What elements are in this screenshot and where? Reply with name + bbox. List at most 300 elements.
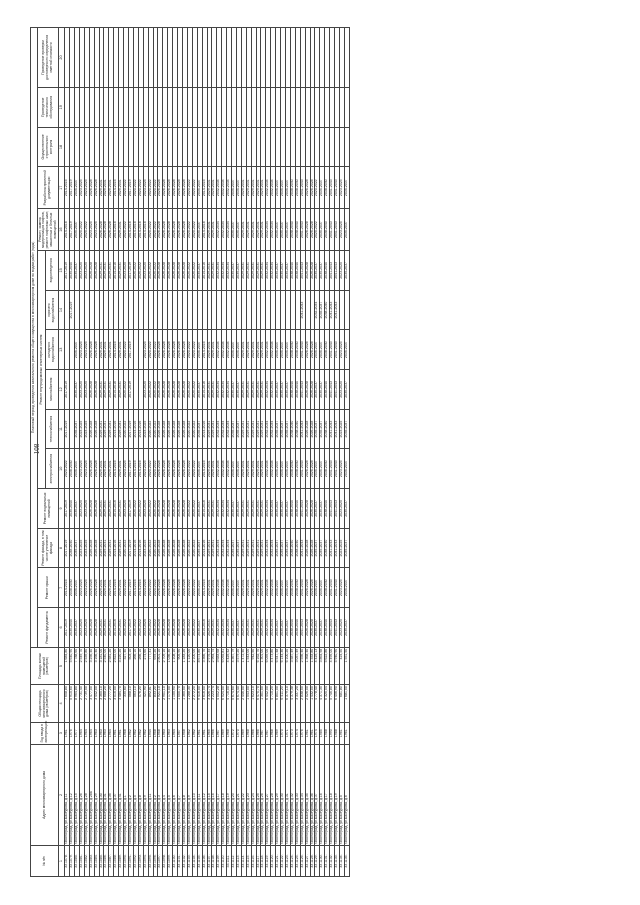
table-cell: 2035-2037 (344, 167, 349, 209)
table-cell: 2020-2022 (148, 449, 153, 489)
table-cell: 33.1135. (344, 846, 349, 877)
table-cell: 2032-2034 (271, 608, 276, 648)
table-cell: 2041-2043 (335, 409, 340, 449)
header-num: № п/п (31, 846, 59, 877)
table-cell: 2020-2022 (138, 167, 143, 209)
table-cell: 2032-2034 (227, 209, 232, 251)
table-cell: 2026-2028 (94, 528, 99, 568)
table-cell: 2035-2037 (197, 251, 202, 291)
table-cell: 2026-2028 (163, 209, 168, 251)
table-cell: 2035-2037 (232, 409, 237, 449)
table-cell: 2020-2022 (187, 251, 192, 291)
table-cell: 2020-2022 (153, 449, 158, 489)
table-cell: 2026-2028 (305, 528, 310, 568)
table-cell: 2035-2037 (236, 528, 241, 568)
table-cell: 2029-2031 (251, 330, 256, 370)
table-cell: 2029-2031 (212, 608, 217, 648)
table-cell: 2035-2037 (281, 528, 286, 568)
table-cell: 2017-2019 (129, 608, 134, 648)
table-cell: 2026-2028 (163, 449, 168, 489)
table-cell: 2020-2022 (192, 209, 197, 251)
table-cell: г.Волгоград, ул.Бахтурова, д.30 (281, 744, 286, 845)
table-cell: г.Волгоград, ул.Бахтурова, д.35 (109, 744, 114, 845)
table-cell: 2020-2022 (153, 370, 158, 410)
table-cell: 1 301,00 (261, 685, 266, 722)
table-cell: 1972 (232, 722, 237, 744)
table-cell: 2029-2031 (119, 409, 124, 449)
table-cell: 3 484,70 (119, 685, 124, 722)
table-cell: 33.1087. (109, 846, 114, 877)
table-cell: 2 556,40 (300, 647, 305, 684)
table-cell: 2041-2043 (330, 449, 335, 489)
table-cell: 2038-2040 (325, 290, 330, 330)
table-cell: 2029-2031 (256, 449, 261, 489)
table-cell: 5 940,90 (335, 647, 340, 684)
table-cell: г.Волгоград, ул.Бахтурова, д.24 (251, 744, 256, 845)
table-cell: 2020-2022 (133, 608, 138, 648)
table-cell: 2035-2037 (197, 568, 202, 608)
table-cell: 33.1132. (330, 846, 335, 877)
table-cell: 2038-2040 (295, 449, 300, 489)
table-cell: 33.1078. (65, 846, 70, 877)
table-cell: 2026-2028 (310, 209, 315, 251)
table-cell: 2035-2037 (320, 608, 325, 648)
table-cell: 2026-2028 (305, 409, 310, 449)
table-cell: 2029-2031 (251, 608, 256, 648)
table-cell: 2029-2031 (99, 330, 104, 370)
table-cell: 2035-2037 (286, 449, 291, 489)
table-cell: 2029-2031 (256, 330, 261, 370)
table-cell: 2041-2043 (330, 290, 335, 330)
table-cell: 1961 (344, 722, 349, 744)
table-cell: 33.1129. (315, 846, 320, 877)
table-cell: 942,50 (251, 647, 256, 684)
table-cell: 33.1084. (94, 846, 99, 877)
table-cell: 2038-2040 (325, 568, 330, 608)
table-cell: 1964 (173, 722, 178, 744)
table-cell: 2029-2031 (119, 489, 124, 529)
table-cell: 1 365,50 (182, 685, 187, 722)
table-cell: 2 964,74 (212, 647, 217, 684)
table-cell: 2017-2019 (129, 568, 134, 608)
table-cell: 2020-2022 (148, 528, 153, 568)
table-cell: 3 477,00 (89, 685, 94, 722)
table-cell: 2026-2028 (163, 568, 168, 608)
table-cell: 2029-2031 (246, 608, 251, 648)
table-cell: 2017-2019 (70, 209, 75, 251)
table-cell: г.Волгоград, ул.Бахтурова, д.35 (305, 744, 310, 845)
table-cell: 2014-2016 (114, 608, 119, 648)
table-cell: 2014-2016 (65, 167, 70, 209)
table-cell: 33.1101. (178, 846, 183, 877)
table-cell: 2038-2040 (295, 209, 300, 251)
table-cell: 2029-2031 (109, 528, 114, 568)
table-cell: г.Волгоград, ул.Бахтурова, д.16 (320, 744, 325, 845)
header-living-area: Площадь жилых помещений (кв.метров) (31, 647, 59, 684)
table-cell: 1964 (79, 722, 84, 744)
capital-repair-schedule-table (30, 27, 350, 877)
table-cell: 2026-2028 (94, 251, 99, 291)
table-cell: 568,10 (129, 685, 134, 722)
table-cell: 2035-2037 (197, 330, 202, 370)
table-cell: 33.1121. (276, 846, 281, 877)
table-cell: 2035-2037 (276, 370, 281, 410)
table-cell: 2029-2031 (261, 251, 266, 291)
table-cell: 2014-2016 (138, 409, 143, 449)
table-cell: г.Волгоград, ул.Бахтурова, д.19 (335, 744, 340, 845)
table-cell: 2029-2031 (109, 409, 114, 449)
column-number: 17 (59, 167, 65, 209)
table-cell: 2035-2037 (75, 409, 80, 449)
table-cell: 2032-2034 (266, 370, 271, 410)
table-cell: 2023-2025 (339, 209, 344, 251)
table-cell: 2029-2031 (241, 489, 246, 529)
table-cell: 2035-2037 (281, 167, 286, 209)
table-cell: 2032-2034 (227, 568, 232, 608)
table-cell: 2035-2037 (276, 167, 281, 209)
table-cell: г.Волгоград, ул.Бахтурова, д.34 (300, 744, 305, 845)
table-cell: 2017-2019 (129, 330, 134, 370)
table-cell: 2020-2022 (65, 449, 70, 489)
table-cell: г.Волгоград, ул.Бахтурова, д.2 (129, 744, 134, 845)
table-cell (344, 87, 349, 127)
table-cell: 2032-2034 (217, 608, 222, 648)
table-cell: 1964 (89, 722, 94, 744)
table-cell: 2029-2031 (241, 251, 246, 291)
table-cell: 4 425,42 (227, 647, 232, 684)
table-cell: 33.1094. (143, 846, 148, 877)
table-cell: 2020-2022 (148, 370, 153, 410)
table-cell: 2032-2034 (266, 209, 271, 251)
table-cell: 2029-2031 (246, 568, 251, 608)
table-cell: 2032-2034 (266, 528, 271, 568)
table-cell: 1944 (148, 722, 153, 744)
table-cell: 2032-2034 (266, 608, 271, 648)
table-cell: г.Волгоград, ул.Бахтурова, д.6 (344, 744, 349, 845)
table-cell: 6 092,81 (222, 647, 227, 684)
table-cell: 2035-2037 (232, 167, 237, 209)
table-cell: 2026-2028 (163, 608, 168, 648)
table-cell: 2023-2025 (79, 528, 84, 568)
table-cell: 2020-2022 (187, 167, 192, 209)
table-cell: 2041-2043 (330, 167, 335, 209)
table-cell: 2032-2034 (227, 409, 232, 449)
table-cell: 2026-2028 (168, 330, 173, 370)
table-cell: 2026-2028 (99, 209, 104, 251)
table-cell: 33.1128. (310, 846, 315, 877)
table-cell: 2020-2022 (153, 608, 158, 648)
table-cell: 2020-2022 (148, 608, 153, 648)
table-cell: 2023-2025 (339, 409, 344, 449)
table-cell: 33.1102. (182, 846, 187, 877)
table-cell: 2017-2019 (129, 370, 134, 410)
table-cell: 3 223,74 (212, 685, 217, 722)
table-cell: 33.1123. (286, 846, 291, 877)
table-cell: 7 658,80 (65, 685, 70, 722)
table-cell: 4 371,35 (320, 685, 325, 722)
table-cell: 2035-2040 (70, 608, 75, 648)
table-cell: 2035-2037 (315, 370, 320, 410)
table-cell: 2020-2022 (124, 167, 129, 209)
table-cell: 1961 (339, 722, 344, 744)
table-cell: 2026-2028 (173, 209, 178, 251)
table-cell: 2026-2028 (310, 167, 315, 209)
table-cell: 2032-2034 (271, 409, 276, 449)
table-cell: 2032-2034 (271, 209, 276, 251)
table-cell: 2020-2022 (187, 209, 192, 251)
table-cell: 1968 (227, 722, 232, 744)
table-cell: 2023-2025 (94, 209, 99, 251)
table-cell: 2026-2028 (163, 489, 168, 529)
table-cell: 2035-2037 (232, 449, 237, 489)
table-cell: 2026-2028 (168, 370, 173, 410)
table-cell: г.Волгоград, ул.Бахтурова, д.21 (236, 744, 241, 845)
table-cell: 1968 (271, 722, 276, 744)
table-cell: 2026-2028 (173, 568, 178, 608)
table-cell: 2035-2037 (236, 167, 241, 209)
table-cell: 2032-2034 (227, 330, 232, 370)
table-cell: 2041-2043 (335, 489, 340, 529)
table-cell: 2038-2040 (295, 167, 300, 209)
table-cell: 2029-2031 (207, 528, 212, 568)
column-number: 1 (59, 846, 65, 877)
table-cell: 2026-2028 (178, 330, 183, 370)
table-cell: 2017-2019 (129, 167, 134, 209)
table-cell: 2032-2034 (266, 568, 271, 608)
table-cell: 2020-2022 (187, 330, 192, 370)
table-cell: 2023-2025 (339, 449, 344, 489)
table-cell: 2 822,00 (114, 647, 119, 684)
table-cell: 2014-2016 (133, 409, 138, 449)
table-cell: 2026-2028 (310, 251, 315, 291)
table-cell: 2041-2043 (300, 290, 305, 330)
table-cell: 33.1086. (104, 846, 109, 877)
table-cell: 2014-2016 (114, 449, 119, 489)
table-cell: 1966 (256, 722, 261, 744)
table-cell: 2032-2034 (271, 568, 276, 608)
table-cell: 2038-2040 (290, 370, 295, 410)
table-cell: 2035-2037 (344, 209, 349, 251)
table-cell: 2035-2037 (75, 370, 80, 410)
table-cell: 6 320,54 (325, 685, 330, 722)
table-cell: 33.1090. (124, 846, 129, 877)
table-cell: 2017-2019 (70, 290, 75, 330)
table-cell: 2041-2043 (300, 528, 305, 568)
table-cell: г.Волгоград, ул.Бахтурова, д.12 (202, 744, 207, 845)
table-cell: 2029-2031 (212, 370, 217, 410)
table-cell: 2026-2028 (163, 330, 168, 370)
table-cell: 2035-2037 (281, 409, 286, 449)
table-cell: 2026-2028 (158, 167, 163, 209)
table-cell: 1964 (84, 722, 89, 744)
table-cell: 3 616,00 (202, 685, 207, 722)
table-cell: 2029-2031 (256, 167, 261, 209)
table-cell: 2035-2037 (286, 370, 291, 410)
table-cell: 1961 (305, 722, 310, 744)
table-cell: 2026-2028 (94, 330, 99, 370)
table-cell: 2032-2034 (227, 167, 232, 209)
table-cell: 2041-2043 (300, 370, 305, 410)
table-cell: 2026-2028 (158, 209, 163, 251)
table-cell: 2029-2031 (104, 489, 109, 529)
table-cell: 1958 (158, 722, 163, 744)
table-cell: г.Волгоград, ул.Бахтурова, д.27 (266, 744, 271, 845)
table-cell: г.Волгоград, ул.Бахтурова, д.5 (339, 744, 344, 845)
table-cell: 6 456,90 (335, 685, 340, 722)
table-cell: 2029-2031 (104, 568, 109, 608)
table-cell: 2029-2031 (256, 568, 261, 608)
table-cell: 4 715,20 (271, 685, 276, 722)
table-cell: 2014-2016 (114, 528, 119, 568)
table-cell: 2041-2043 (335, 290, 340, 330)
table-cell: 33.1127. (305, 846, 310, 877)
table-cell: 2026-2028 (109, 209, 114, 251)
table-cell: 2032-2034 (315, 290, 320, 330)
table-cell: 2023-2025 (84, 489, 89, 529)
table-cell: 2032-2034 (266, 409, 271, 449)
table-cell: 2029-2031 (104, 370, 109, 410)
table-cell: 2029-2031 (207, 167, 212, 209)
table-cell: 2026-2028 (158, 330, 163, 370)
table-cell: 1961 (119, 722, 124, 744)
table-cell: 2023-2025 (84, 251, 89, 291)
header-year: Год ввода в эксплуатацию (31, 722, 59, 744)
table-cell: 2041-2043 (330, 568, 335, 608)
table-cell: 2029-2031 (256, 528, 261, 568)
table-cell: 2029-2031 (109, 449, 114, 489)
table-cell: 2029-2031 (246, 489, 251, 529)
table-cell: 33.1099. (168, 846, 173, 877)
table-cell: 1963 (163, 722, 168, 744)
table-cell: 5 674,60 (232, 685, 237, 722)
table-cell: 1969 (276, 722, 281, 744)
table-cell: 1966 (212, 722, 217, 744)
table-cell: 2038-2040 (290, 209, 295, 251)
table-cell: 2023-2025 (339, 330, 344, 370)
table-cell: 2029-2031 (207, 209, 212, 251)
column-number: 9 (59, 489, 65, 529)
table-cell: 2026-2028 (168, 608, 173, 648)
table-cell: 2035-2037 (197, 608, 202, 648)
table-cell: г.Волгоград, ул.Бахтурова, д.4 (163, 744, 168, 845)
table-cell: 2023-2025 (79, 330, 84, 370)
table-cell: 2029-2031 (246, 449, 251, 489)
table-cell: г.Волгоград, ул.Бахтурова, д.17 (325, 744, 330, 845)
header-sub-8: горячего водоснабжения (46, 290, 59, 330)
table-cell: 892,81 (148, 685, 153, 722)
page-number: 108 (33, 443, 41, 455)
table-cell: 1963 (168, 722, 173, 744)
table-cell: 2026-2028 (163, 370, 168, 410)
table-cell: 2035-2037 (315, 409, 320, 449)
table-cell: 2026-2028 (158, 528, 163, 568)
table-cell: 2029-2031 (261, 449, 266, 489)
table-cell: 9 416,00 (197, 685, 202, 722)
table-cell: 2038-2040 (325, 489, 330, 529)
table-cell: 2035-2037 (281, 608, 286, 648)
table-cell: г.Волгоград, ул.Бахтурова, д.33 (295, 744, 300, 845)
column-number: 19 (59, 87, 65, 127)
table-cell: 2023-2025 (84, 568, 89, 608)
table-cell: 2035-2037 (320, 167, 325, 209)
table-cell: 2032-2034 (217, 330, 222, 370)
table-cell: 2 446,00 (241, 685, 246, 722)
table-cell: 2035-2037 (344, 608, 349, 648)
table-cell: 2017-2019 (129, 251, 134, 291)
table-cell: 2032-2034 (222, 409, 227, 449)
table-cell: 33.1124. (290, 846, 295, 877)
table-cell: 2029-2031 (207, 409, 212, 449)
table-cell: 2023-2025 (124, 449, 129, 489)
table-cell: 2038-2040 (295, 330, 300, 370)
table-cell: 2035-2037 (75, 167, 80, 209)
table-cell: 2041-2043 (335, 370, 340, 410)
table-cell: г.Волгоград, ул.Бахтурова, д.41 (119, 744, 124, 845)
table-cell: 424,50 (339, 647, 344, 684)
table-cell: 2029-2031 (256, 370, 261, 410)
table-cell: 33.1100. (173, 846, 178, 877)
table-cell: г.Волгоград, ул.Бахтурова, д.10 (192, 744, 197, 845)
table-cell: 2026-2028 (89, 330, 94, 370)
table-cell: 2020-2022 (153, 528, 158, 568)
table-cell: 2026-2028 (168, 167, 173, 209)
table-cell: 2026-2028 (158, 489, 163, 529)
table-cell: 2023-2025 (339, 568, 344, 608)
table-cell: 2014-2016 (138, 528, 143, 568)
table-cell: 1988 (325, 722, 330, 744)
table-cell: 2020-2022 (192, 608, 197, 648)
table-cell: 33.1112. (232, 846, 237, 877)
table-cell: 1 120,00 (187, 647, 192, 684)
table-cell: 2029-2031 (99, 528, 104, 568)
table-cell: 2029-2031 (261, 608, 266, 648)
table-cell: 2026-2028 (173, 409, 178, 449)
table-cell: 2014-2016 (138, 568, 143, 608)
table-cell: 1985 (320, 722, 325, 744)
table-cell: 2023-2025 (79, 251, 84, 291)
table-cell: 2026-2028 (173, 449, 178, 489)
table-cell: 2023-2025 (124, 251, 129, 291)
table-cell: 33.1103. (187, 846, 192, 877)
table-cell: 2032-2034 (227, 608, 232, 648)
table-cell: г.Волгоград, ул.Бахтурова, д.6 (173, 744, 178, 845)
table-cell: 2 100,00 (192, 647, 197, 684)
table-cell: 2029-2031 (241, 209, 246, 251)
table-cell: 2032-2034 (222, 449, 227, 489)
table-cell: 3 579,20 (236, 647, 241, 684)
table-cell: 2026-2028 (158, 251, 163, 291)
table-cell: 2026-2028 (173, 370, 178, 410)
table-cell: 2023-2025 (339, 528, 344, 568)
table-cell: 1 551,50 (344, 647, 349, 684)
table-cell: 2020-2022 (84, 209, 89, 251)
table-cell: 2035-2040 (70, 489, 75, 529)
table-cell: 2035-2037 (276, 528, 281, 568)
table-cell: 2029-2031 (246, 251, 251, 291)
table-cell: 2029-2031 (99, 449, 104, 489)
table-cell: 1958 (182, 722, 187, 744)
table-cell: 2029-2031 (251, 251, 256, 291)
header-address: Адрес многоквартирного дома (31, 744, 59, 845)
table-cell: 33.1097. (158, 846, 163, 877)
table-cell: 5 674,40 (236, 685, 241, 722)
table-cell: 4 425,13 (315, 647, 320, 684)
table-cell: 2014-2016 (202, 528, 207, 568)
table-cell: г.Волгоград, ул.Бахтурова, д.18 (222, 744, 227, 845)
table-cell: 2029-2031 (109, 370, 114, 410)
table-cell: 2035-2037 (75, 330, 80, 370)
table-cell: 2035-2037 (197, 528, 202, 568)
